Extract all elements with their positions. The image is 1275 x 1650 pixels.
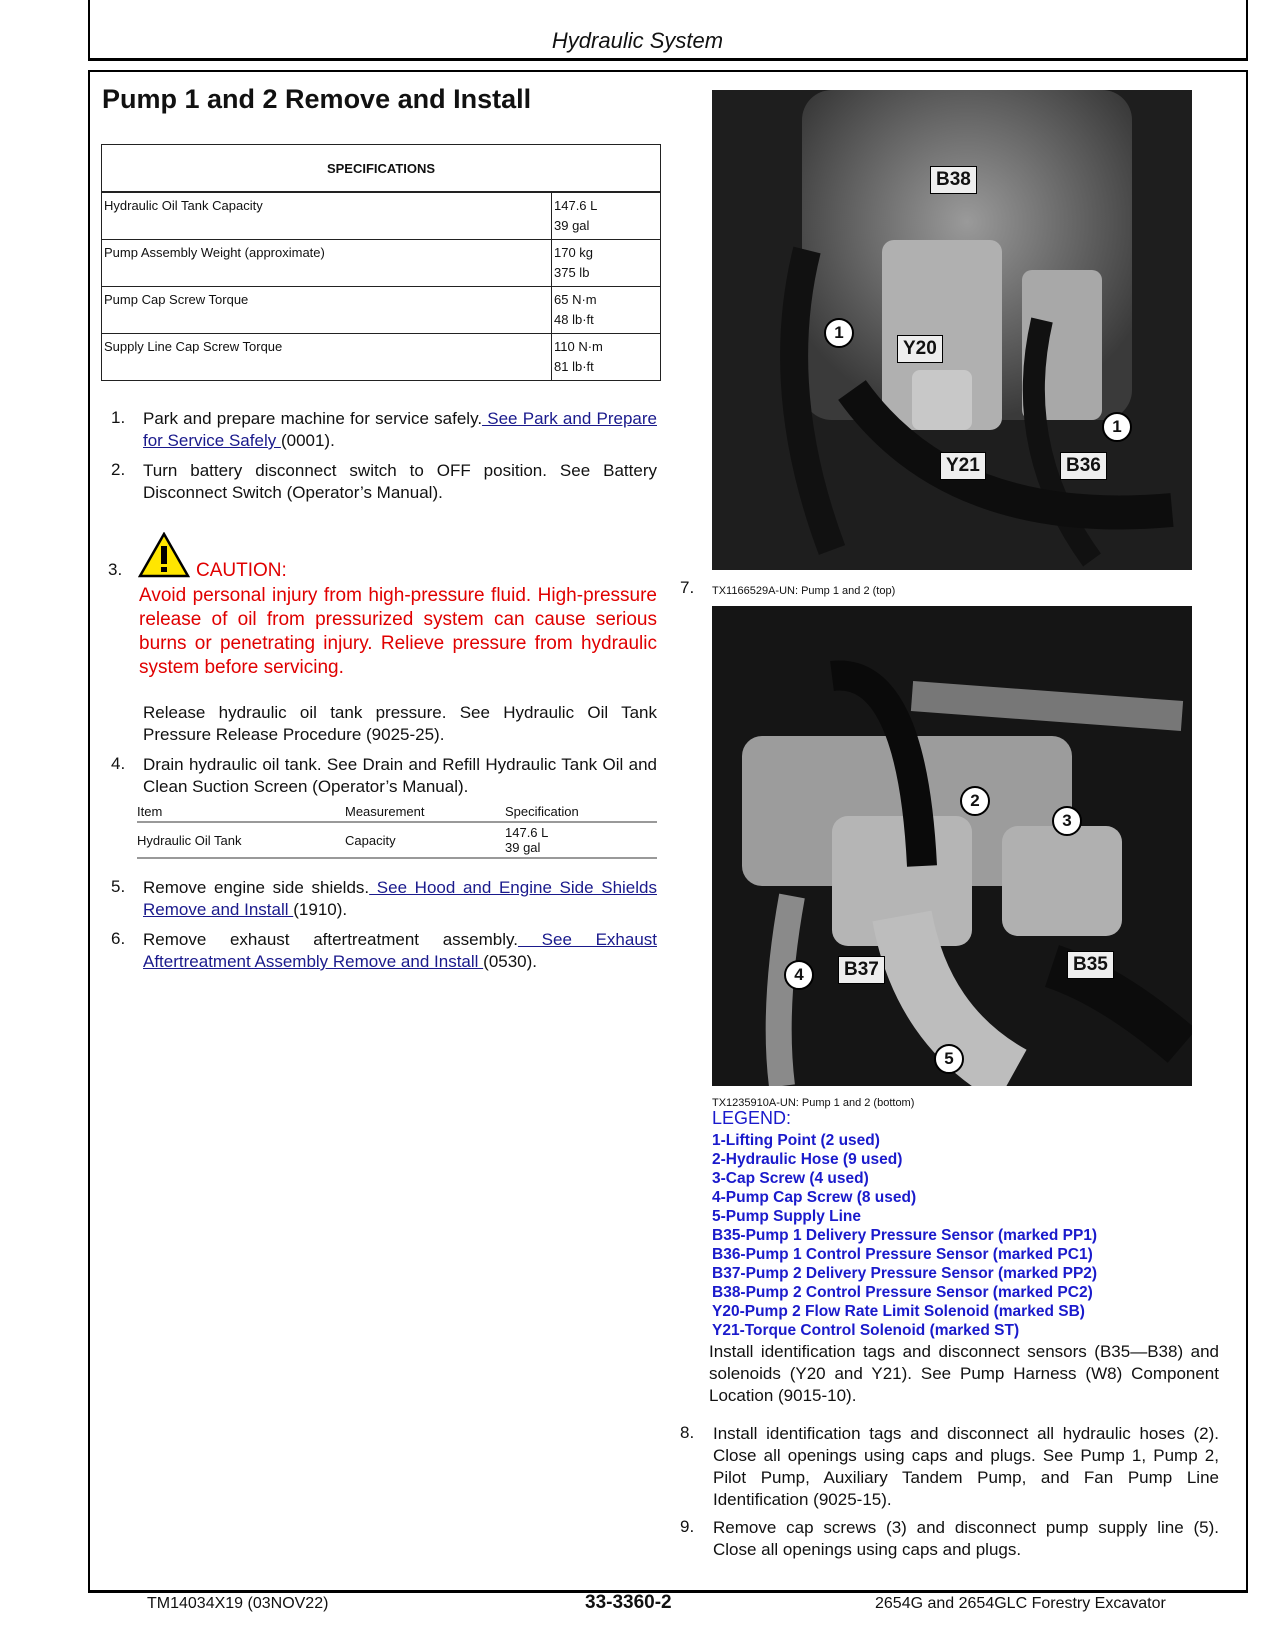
column-header: Specification <box>505 802 657 822</box>
legend-item: 1-Lifting Point (2 used) <box>712 1132 880 1149</box>
spec-value: 375 lb <box>554 265 590 280</box>
figure-caption: TX1166529A-UN: Pump 1 and 2 (top) <box>712 585 896 597</box>
figure-caption: TX1235910A-UN: Pump 1 and 2 (bottom) <box>712 1097 915 1109</box>
step-number: 1. <box>111 408 126 427</box>
step-4: Drain hydraulic oil tank. See Drain and Refill Hydraulic Tank Oil and Clean Suction Screen (Operator’s Manual). <box>143 755 657 796</box>
spec-value: 39 gal <box>505 840 541 855</box>
step-7: Install identification tags and disconnect sensors (B35—B38) and solenoids (Y20 and Y21). See Pump Harness (W8) Component Location (9015-10). <box>709 1342 1219 1405</box>
spec-value: 147.6 L <box>505 825 549 840</box>
footer-doc-id: TM14034X19 (03NOV22) <box>147 1595 329 1612</box>
callout-number: 3 <box>1052 806 1082 836</box>
spec-value: 147.6 L <box>554 198 598 213</box>
step-number: 6. <box>111 929 126 948</box>
page-number: 33-3360-2 <box>585 1592 672 1613</box>
step-1: Park and prepare machine for service safely. See Park and Prepare for Service Safely (0001). <box>143 409 657 450</box>
page-title: Pump 1 and 2 Remove and Install <box>102 84 532 114</box>
callout-number: 1 <box>824 318 854 348</box>
legend-item: 5-Pump Supply Line <box>712 1208 861 1225</box>
column-header: Item <box>137 802 345 822</box>
legend-title: LEGEND: <box>712 1108 792 1128</box>
table-row <box>137 822 657 858</box>
legend-item: B36-Pump 1 Control Pressure Sensor (marked PC1) <box>712 1246 1093 1263</box>
measurement-cell: Capacity <box>345 822 505 858</box>
spec-value: 170 kg <box>554 245 594 260</box>
spec-name: Supply Line Cap Screw Torque <box>102 334 552 381</box>
table-row <box>102 192 661 240</box>
item-cell: Hydraulic Oil Tank <box>137 822 345 858</box>
exhaust-aftertreatment-link[interactable]: See Exhaust Aftertreatment Assembly Remove and Install <box>143 930 657 971</box>
callout-number: 4 <box>784 960 814 990</box>
step-5: Remove engine side shields. See Hood and Engine Side Shields Remove and Install (1910). <box>143 878 657 919</box>
step-9: Remove cap screws (3) and disconnect pump supply line (5). Close all openings using caps and plugs. <box>713 1518 1219 1559</box>
callout-label: B37 <box>838 956 885 984</box>
legend-item: B38-Pump 2 Control Pressure Sensor (marked PC2) <box>712 1284 1093 1301</box>
step-number: 8. <box>680 1423 695 1442</box>
park-prepare-link[interactable]: See Park and Prepare for Service Safely <box>143 409 657 450</box>
step-6: Remove exhaust aftertreatment assembly. See Exhaust Aftertreatment Assembly Remove and Install (0530). <box>143 930 657 971</box>
callout-number: 5 <box>934 1044 964 1074</box>
legend-item: B37-Pump 2 Delivery Pressure Sensor (marked PP2) <box>712 1265 1098 1282</box>
caution-text: Avoid personal injury from high-pressure fluid. High-pressure release of oil from pressurized system can cause serious burns or penetrating injury. Relieve pressure from hydraulic system before servicing. <box>139 585 657 678</box>
oil-capacity-table <box>137 802 657 859</box>
step-3-text: Release hydraulic oil tank pressure. See Hydraulic Oil Tank Pressure Release Procedure (9025-25). <box>143 703 657 744</box>
footer-product: 2654G and 2654GLC Forestry Excavator <box>875 1595 1166 1612</box>
pump-bottom-photo <box>712 606 1192 1086</box>
table-row <box>102 240 661 287</box>
step-number: 2. <box>111 460 126 479</box>
spec-name: Hydraulic Oil Tank Capacity <box>102 192 552 240</box>
legend-item: Y21-Torque Control Solenoid (marked ST) <box>712 1322 1020 1339</box>
legend-item: B35-Pump 1 Delivery Pressure Sensor (marked PP1) <box>712 1227 1098 1244</box>
legend-item: Y20-Pump 2 Flow Rate Limit Solenoid (marked SB) <box>712 1303 1085 1320</box>
specifications-table <box>101 144 661 381</box>
spec-value: 65 N·m <box>554 292 597 307</box>
step-number: 5. <box>111 877 126 896</box>
section-title: Hydraulic System <box>551 28 724 53</box>
column-header: Measurement <box>345 802 505 822</box>
spec-value: 48 lb·ft <box>554 312 594 327</box>
legend-list <box>712 1131 1097 1340</box>
step-8: Install identification tags and disconnect all hydraulic hoses (2). Close all openings using caps and plugs. See Pump 1, Pump 2, Pilot Pump, Auxiliary Tandem Pump, and Fan Pump Line Identification (9025-15). <box>713 1424 1219 1509</box>
legend-item: 3-Cap Screw (4 used) <box>712 1170 869 1187</box>
step-2: Turn battery disconnect switch to OFF position. See Battery Disconnect Switch (Operator’s Manual). <box>143 461 657 502</box>
specifications-heading: SPECIFICATIONS <box>102 145 661 193</box>
spec-value: 39 gal <box>554 218 590 233</box>
callout-number: 1 <box>1102 412 1132 442</box>
legend-item: 4-Pump Cap Screw (8 used) <box>712 1189 917 1206</box>
step-number: 9. <box>680 1517 695 1536</box>
step-number: 4. <box>111 754 126 773</box>
spec-value: 110 N·m <box>554 339 603 354</box>
callout-label: B35 <box>1067 951 1114 979</box>
pump-top-photo <box>712 90 1192 570</box>
spec-value: 81 lb·ft <box>554 359 594 374</box>
callout-label: Y20 <box>897 335 943 363</box>
step-number: 3. <box>108 560 123 579</box>
caution-title: CAUTION: <box>196 560 287 581</box>
spec-name: Pump Cap Screw Torque <box>102 287 552 334</box>
hood-side-shields-link[interactable]: See Hood and Engine Side Shields Remove and Install <box>143 878 657 919</box>
step-number: 7. <box>680 578 695 597</box>
callout-label: B38 <box>930 166 977 194</box>
callout-number: 2 <box>960 786 990 816</box>
table-row <box>102 334 661 381</box>
callout-label: Y21 <box>940 452 986 480</box>
warning-icon <box>138 532 190 578</box>
table-row <box>102 287 661 334</box>
legend-item: 2-Hydraulic Hose (9 used) <box>712 1151 903 1168</box>
spec-name: Pump Assembly Weight (approximate) <box>102 240 552 287</box>
callout-label: B36 <box>1060 452 1107 480</box>
